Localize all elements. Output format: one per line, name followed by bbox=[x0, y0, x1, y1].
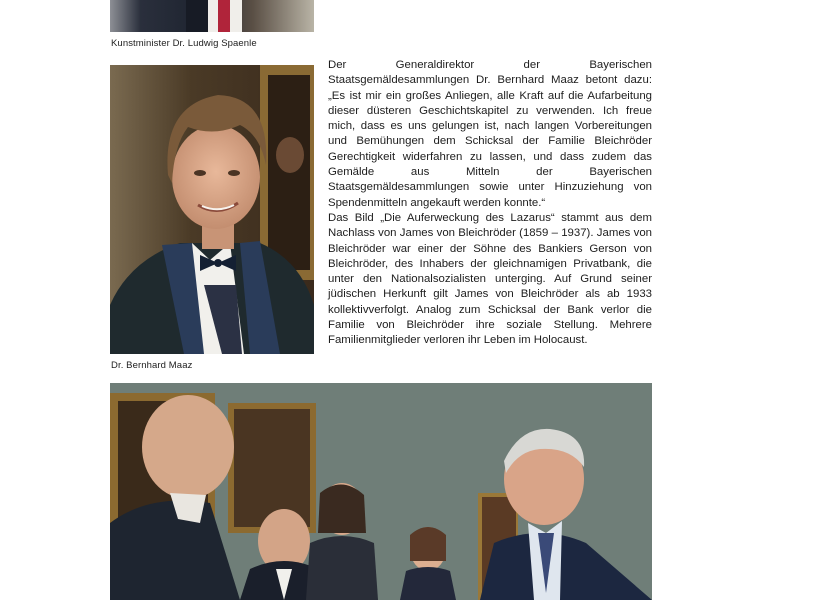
minister-photo bbox=[110, 0, 314, 32]
article-paragraph-1 bbox=[328, 58, 652, 211]
maaz-portrait-photo bbox=[110, 65, 314, 354]
article-paragraph-2 bbox=[328, 211, 652, 349]
maaz-photo-caption: Dr. Bernhard Maaz bbox=[111, 360, 193, 371]
paragraph-1-text: Der Generaldirektor der Bayerischen Staatsgemäldesammlungen Dr. Bernhard Maaz betont dazu: „Es ist mir ein großes Anliegen, alle Kraft auf die Aufarbeitung dieser düsteren Geschichtskapitel zu verwenden. Ich freue mich, dass es uns gelungen ist, nach langen Vorbereitungen und Bemühungen dem Schicksal der Familie Bleichröder Gerechtigkeit widerfahren zu lassen, und dass zudem das Gemälde aus Mitteln der Bayerischen Staatsgemäldesammlungen sowie unter Hinzuziehung von Spendenmitteln angekauft werden konnte.“ bbox=[328, 59, 652, 209]
group-photo bbox=[110, 383, 652, 600]
minister-photo-caption: Kunstminister Dr. Ludwig Spaenle bbox=[111, 38, 257, 49]
paragraph-2-text: Das Bild „Die Auferweckung des Lazarus“ stammt aus dem Nachlass von James von Bleichröder (1859 – 1937). James von Bleichröder war einer der Söhne des Bankiers Gerson von Bleichröder, des Inhabers der gleichnamigen Privatbank, die unter den Nationalsozialisten unterging. Auf Grund seiner jüdischen Herkunft gilt James von Bleichröder als ab 1933 kollektivverfolgt. Analog zum Schicksal der Bank verlor die Familie von Bleichröder ihre soziale Stellung. Mehrere Familienmitglieder verloren ihr Leben im Holocaust. bbox=[328, 212, 652, 347]
